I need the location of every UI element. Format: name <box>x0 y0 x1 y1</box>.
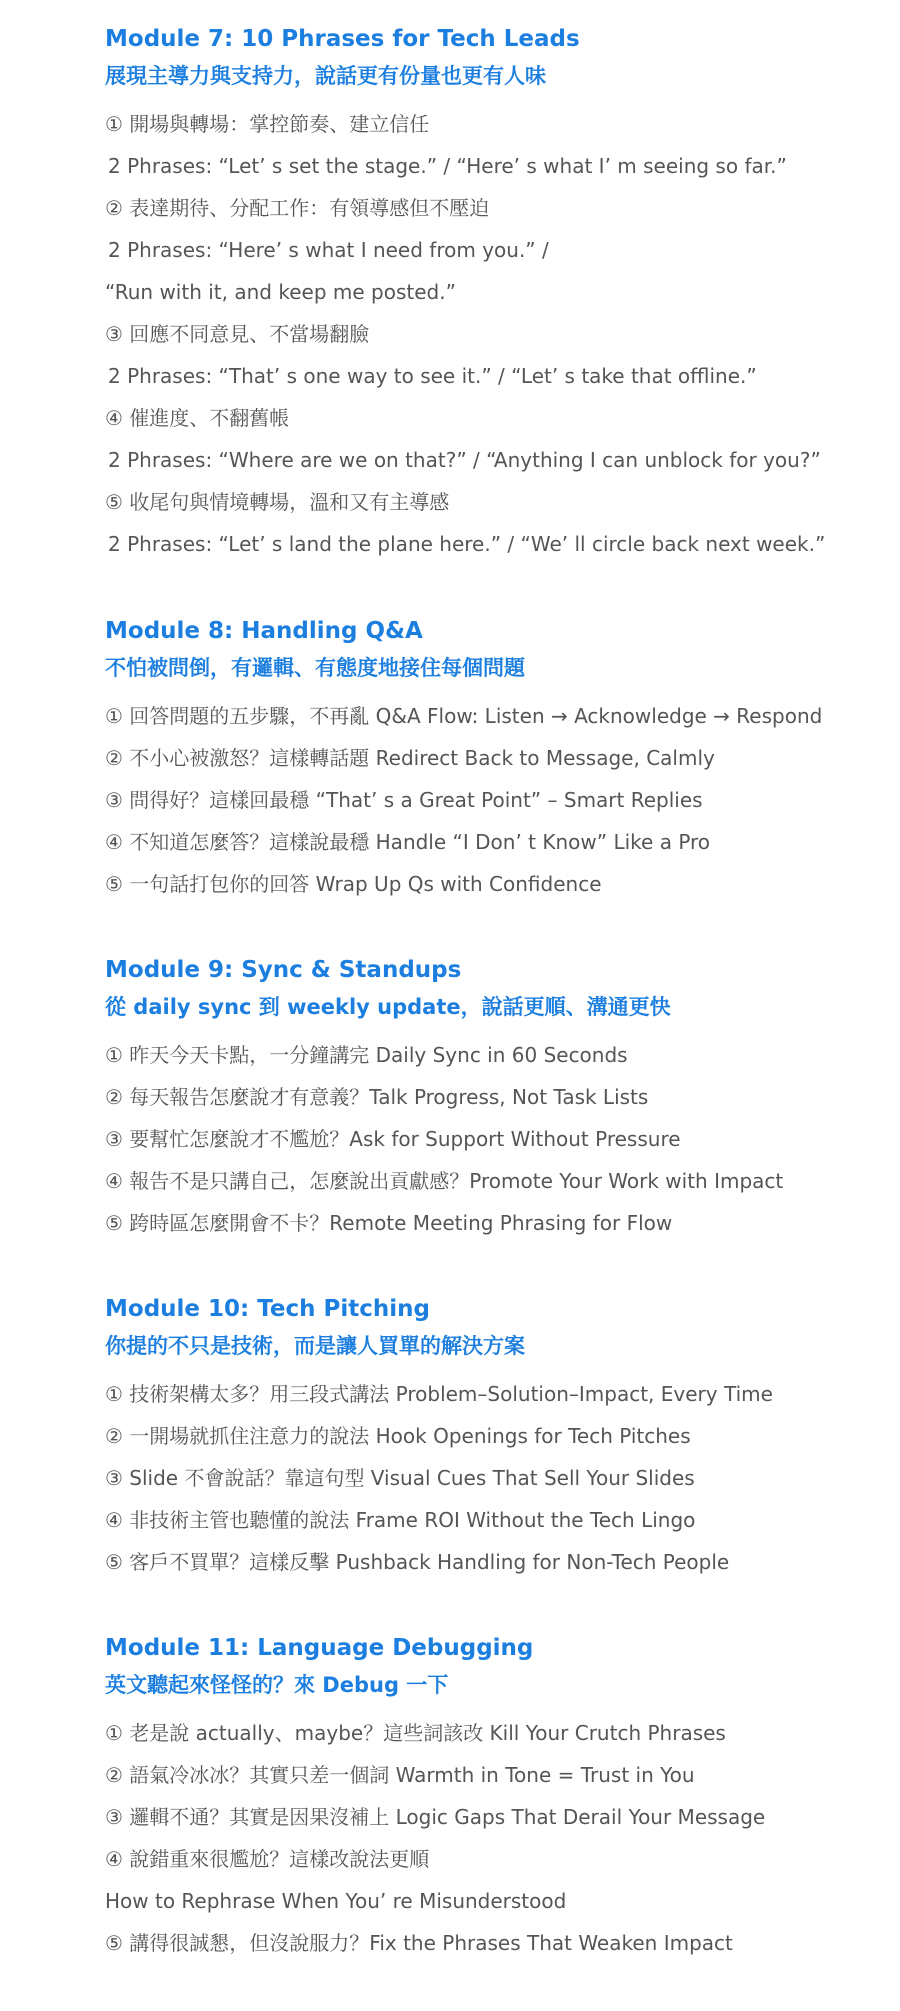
list-item: ⑤ 客戶不買單？這樣反擊 Pushback Handling for Non-Tech People <box>105 1550 730 1574</box>
list-item: ② 語氣冷冰冰？其實只差一個詞 Warmth in Tone = Trust in You <box>105 1763 695 1787</box>
list-item: ④ 報告不是只講自己，怎麼說出貢獻感？Promote Your Work with Impact <box>105 1169 784 1193</box>
module-item-list <box>105 695 885 905</box>
module-item-list <box>105 1373 885 1583</box>
list-item: ③ Slide 不會說話？靠這句型 Visual Cues That Sell Your Slides <box>105 1466 695 1490</box>
list-item: ③ 問得好？這樣回最穩 “That’ s a Great Point” – Smart Replies <box>105 788 703 812</box>
list-item: ② 一開場就抓住注意力的說法 Hook Openings for Tech Pitches <box>105 1424 691 1448</box>
module-7 <box>105 21 885 565</box>
list-item: ① 老是說 actually、maybe？這些詞該改 Kill Your Crutch Phrases <box>105 1721 726 1745</box>
list-item: 2 Phrases: “Where are we on that?” / “Anything I can unblock for you?” <box>108 448 821 472</box>
list-item: 2 Phrases: “Let’ s set the stage.” / “Here’ s what I’ m seeing so far.” <box>108 154 787 178</box>
list-item: ② 不小心被激怒？這樣轉話題 Redirect Back to Message, Calmly <box>105 746 715 770</box>
list-item: 2 Phrases: “Here’ s what I need from you.” / <box>108 238 549 262</box>
list-item: ④ 不知道怎麼答？這樣說最穩 Handle “I Don’ t Know” Like a Pro <box>105 830 711 854</box>
module-title: Module 11: Language Debugging <box>105 1635 534 1661</box>
list-item: “Run with it, and keep me posted.” <box>105 280 456 304</box>
module-11 <box>105 1630 885 1964</box>
module-subtitle: 不怕被問倒，有邏輯、有態度地接住每個問題 <box>105 656 525 680</box>
list-item: ⑤ 一句話打包你的回答 Wrap Up Qs with Confidence <box>105 872 602 896</box>
list-item: ① 技術架構太多？用三段式講法 Problem–Solution–Impact, Every Time <box>105 1382 773 1406</box>
list-item: ④ 催進度、不翻舊帳 <box>105 406 290 430</box>
module-title: Module 8: Handling Q&A <box>105 618 423 644</box>
list-item: ③ 要幫忙怎麼說才不尷尬？Ask for Support Without Pressure <box>105 1127 681 1151</box>
list-item: ① 回答問題的五步驟，不再亂 Q&A Flow: Listen → Acknowledge → Respond <box>105 704 823 728</box>
module-subtitle: 展現主導力與支持力，說話更有份量也更有人味 <box>105 64 546 88</box>
module-title: Module 9: Sync & Standups <box>105 957 462 983</box>
module-item-list <box>105 1034 885 1244</box>
list-item: ⑤ 講得很誠懇，但沒說服力？Fix the Phrases That Weaken Impact <box>105 1931 733 1955</box>
list-item: 2 Phrases: “That’ s one way to see it.” / “Let’ s take that offline.” <box>108 364 757 388</box>
list-item: ① 昨天今天卡點，一分鐘講完 Daily Sync in 60 Seconds <box>105 1043 628 1067</box>
list-item: How to Rephrase When You’ re Misunderstood <box>105 1889 567 1913</box>
list-item: ⑤ 跨時區怎麼開會不卡？Remote Meeting Phrasing for Flow <box>105 1211 673 1235</box>
module-item-list <box>105 103 885 565</box>
list-item: ③ 邏輯不通？其實是因果沒補上 Logic Gaps That Derail Your Message <box>105 1805 766 1829</box>
module-subtitle: 從 daily sync 到 weekly update，說話更順、溝通更快 <box>105 995 671 1019</box>
list-item: ④ 說錯重來很尷尬？這樣改說法更順 <box>105 1847 430 1871</box>
list-item: ⑤ 收尾句與情境轉場，溫和又有主導感 <box>105 490 450 514</box>
list-item: ② 表達期待、分配工作：有領導感但不壓迫 <box>105 196 490 220</box>
module-subtitle: 你提的不只是技術，而是讓人買單的解決方案 <box>105 1334 525 1358</box>
module-10 <box>105 1291 885 1583</box>
module-title: Module 10: Tech Pitching <box>105 1296 430 1322</box>
module-subtitle: 英文聽起來怪怪的？來 Debug 一下 <box>105 1673 449 1697</box>
list-item: ④ 非技術主管也聽懂的說法 Frame ROI Without the Tech Lingo <box>105 1508 696 1532</box>
list-item: 2 Phrases: “Let’ s land the plane here.” / “We’ ll circle back next week.” <box>108 532 826 556</box>
list-item: ① 開場與轉場：掌控節奏、建立信任 <box>105 112 430 136</box>
module-8 <box>105 613 885 905</box>
module-item-list <box>105 1712 885 1964</box>
list-item: ② 每天報告怎麼說才有意義？Talk Progress, Not Task Lists <box>105 1085 649 1109</box>
module-9 <box>105 952 885 1244</box>
list-item: ③ 回應不同意見、不當場翻臉 <box>105 322 370 346</box>
module-title: Module 7: 10 Phrases for Tech Leads <box>105 26 580 52</box>
